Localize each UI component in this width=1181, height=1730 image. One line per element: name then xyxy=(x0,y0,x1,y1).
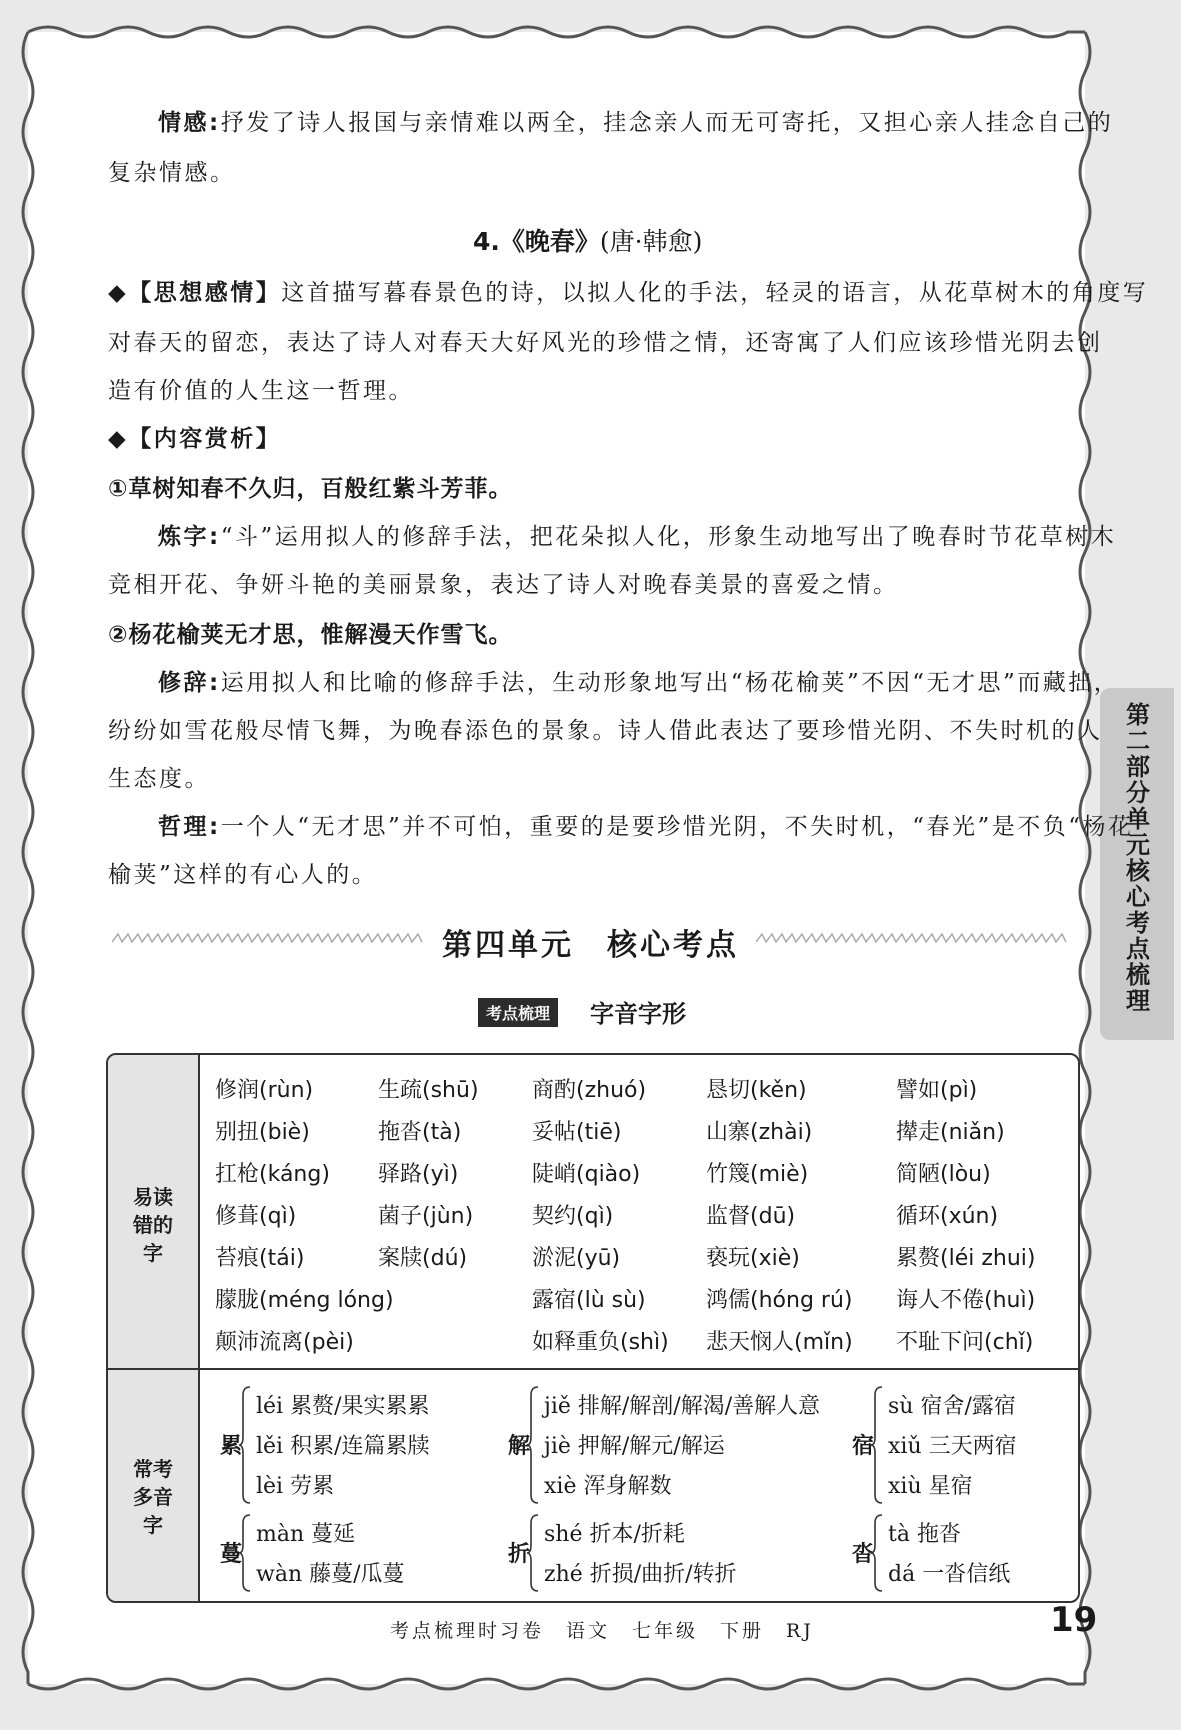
brace-icon xyxy=(526,1385,540,1505)
row-label-misread: 易读错的字 xyxy=(133,1185,173,1265)
thought-line-1: ◆【思想感情】这首描写暮春景色的诗，以拟人化的手法，轻灵的语言，从花草树木的角度写 xyxy=(108,280,1149,306)
polyphonic-reading: jiè 押解/解元/解运 xyxy=(544,1434,725,1459)
misread-entry: 如释重负(shì) xyxy=(532,1330,669,1355)
misread-entry: 菌子(jùn) xyxy=(378,1204,474,1229)
row-label-polyphonic: 常考多音字 xyxy=(133,1457,173,1537)
polyphonic-reading: shé 折本/折耗 xyxy=(544,1522,685,1547)
pronunciation-table xyxy=(106,1053,1080,1603)
misread-entry: 悲天悯人(mǐn) xyxy=(706,1330,853,1355)
polyphonic-reading: jiě 排解/解剖/解渴/善解人意 xyxy=(544,1394,821,1419)
side-tab xyxy=(1100,688,1174,1040)
word-line-2: 竞相开花、争妍斗艳的美丽景象，表达了诗人对晚春美景的喜爱之情。 xyxy=(108,572,899,598)
poem-number: 4. xyxy=(473,227,500,256)
footer-text: 考点梳理时习卷 语文 七年级 下册 RJ xyxy=(390,1620,814,1642)
polyphonic-char: 折 xyxy=(508,1542,531,1567)
misread-entry: 恳切(kěn) xyxy=(706,1078,807,1103)
misread-entry: 妥帖(tiē) xyxy=(532,1120,622,1145)
thought-label: 【思想感情】 xyxy=(128,280,282,306)
philosophy-line-2: 榆荚”这样的有心人的。 xyxy=(108,862,378,888)
misread-entry: 修润(rùn) xyxy=(215,1078,314,1103)
poem-author: (唐·韩愈) xyxy=(599,227,703,256)
content-heading: ◆【内容赏析】 xyxy=(108,426,282,452)
misread-entry: 颠沛流离(pèi) xyxy=(215,1330,354,1355)
polyphonic-reading: lèi 劳累 xyxy=(256,1474,335,1499)
misread-entry: 驿路(yì) xyxy=(378,1162,459,1187)
word-label: 炼字 xyxy=(158,524,209,550)
rhetoric-line-1: 修辞:运用拟人和比喻的修辞手法，生动形象地写出“杨花榆荚”不因“无才思”而藏拙， xyxy=(158,670,1120,696)
unit-title: 第四单元 核心考点 xyxy=(442,928,739,963)
misread-entry: 别扭(biè) xyxy=(215,1120,310,1145)
polyphonic-reading: màn 蔓延 xyxy=(256,1522,356,1547)
page-number: 19 xyxy=(1050,1600,1098,1640)
emotion-line-1: 情感:抒发了诗人报国与亲情难以两全，挂念亲人而无可寄托，又担心亲人挂念自己的 xyxy=(158,110,1114,136)
polyphonic-char: 蔓 xyxy=(220,1542,243,1567)
section-badge-wrap xyxy=(478,998,686,1028)
rhetoric-label: 修辞 xyxy=(158,670,209,696)
misread-entry: 案牍(dú) xyxy=(378,1246,468,1271)
misread-entry: 不耻下问(chǐ) xyxy=(896,1330,1034,1355)
misread-entry: 鸿儒(hóng rú) xyxy=(706,1288,853,1313)
misread-entry: 契约(qì) xyxy=(532,1204,614,1229)
polyphonic-reading: wàn 藤蔓/瓜蔓 xyxy=(256,1562,405,1587)
polyphonic-reading: tà 拖沓 xyxy=(888,1522,961,1547)
misread-entry: 商酌(zhuó) xyxy=(532,1078,647,1103)
misread-entry: 淤泥(yū) xyxy=(532,1246,621,1271)
polyphonic-reading: zhé 折损/曲折/转折 xyxy=(544,1562,737,1587)
emotion-label: 情感 xyxy=(158,110,209,136)
polyphonic-char: 解 xyxy=(508,1434,531,1459)
brace-icon xyxy=(870,1513,884,1593)
section-subtitle: 字音字形 xyxy=(590,1000,686,1028)
brace-icon xyxy=(238,1513,252,1593)
verse-2: ②杨花榆荚无才思，惟解漫天作雪飞。 xyxy=(108,622,513,648)
misread-entry: 朦胧(méng lóng) xyxy=(215,1288,394,1313)
polyphonic-char: 宿 xyxy=(852,1434,875,1459)
misread-entry: 陡峭(qiào) xyxy=(532,1162,641,1187)
misread-entry: 竹篾(miè) xyxy=(706,1162,809,1187)
word-line-1: 炼字:“斗”运用拟人的修辞手法，把花朵拟人化，形象生动地写出了晚春时节花草树木 xyxy=(158,524,1117,550)
title-deco-left xyxy=(112,932,424,944)
thought-line-3: 造有价值的人生这一哲理。 xyxy=(108,378,414,404)
misread-entry: 亵玩(xiè) xyxy=(706,1246,800,1271)
misread-entry: 累赘(léi zhui) xyxy=(896,1246,1036,1271)
misread-entry: 监督(dū) xyxy=(706,1204,796,1229)
polyphonic-reading: léi 累赘/果实累累 xyxy=(256,1394,430,1419)
misread-entry: 苔痕(tái) xyxy=(215,1246,305,1271)
misread-entry: 生疏(shū) xyxy=(378,1078,479,1103)
misread-entry: 简陋(lòu) xyxy=(896,1162,991,1187)
polyphonic-reading: xiè 浑身解数 xyxy=(544,1474,672,1499)
section-badge: 考点梳理 xyxy=(478,998,558,1027)
misread-entry: 露宿(lù sù) xyxy=(532,1288,646,1313)
misread-entry: 山寨(zhài) xyxy=(706,1120,813,1145)
misread-entry: 诲人不倦(huì) xyxy=(896,1288,1036,1313)
polyphonic-reading: xiù 星宿 xyxy=(888,1474,973,1499)
verse-1: ①草树知春不久归，百般红紫斗芳菲。 xyxy=(108,476,513,502)
table-divider xyxy=(108,1368,1078,1370)
polyphonic-char: 累 xyxy=(220,1434,243,1459)
misread-entry: 譬如(pì) xyxy=(896,1078,978,1103)
misread-entry: 修葺(qì) xyxy=(215,1204,297,1229)
brace-icon xyxy=(238,1385,252,1505)
brace-icon xyxy=(526,1513,540,1593)
title-deco-right xyxy=(756,932,1068,944)
misread-entry: 撵走(niǎn) xyxy=(896,1120,1005,1145)
thought-line-2: 对春天的留恋，表达了诗人对春天大好风光的珍惜之情，还寄寓了人们应该珍惜光阴去创 xyxy=(108,330,1103,356)
polyphonic-reading: lěi 积累/连篇累牍 xyxy=(256,1434,430,1459)
philosophy-line-1: 哲理:一个人“无才思”并不可怕，重要的是要珍惜光阴，不失时机，“春光”是不负“杨花 xyxy=(158,814,1134,840)
rhetoric-line-2: 纷纷如雪花般尽情飞舞，为晚春添色的景象。诗人借此表达了要珍惜光阴、不失时机的人 xyxy=(108,718,1103,744)
polyphonic-reading: xiǔ 三天两宿 xyxy=(888,1434,1017,1459)
polyphonic-char: 沓 xyxy=(852,1542,875,1567)
brace-icon xyxy=(870,1385,884,1505)
misread-entry: 循环(xún) xyxy=(896,1204,999,1229)
side-tab-label: 第二部分 单元核心考点梳理 xyxy=(1126,701,1150,1015)
misread-entry: 扛枪(káng) xyxy=(215,1162,330,1187)
polyphonic-reading: sù 宿舍/露宿 xyxy=(888,1394,1016,1419)
poem-heading xyxy=(473,222,702,258)
emotion-line-2: 复杂情感。 xyxy=(108,160,236,186)
rhetoric-line-3: 生态度。 xyxy=(108,766,210,792)
polyphonic-reading: dá 一沓信纸 xyxy=(888,1562,1011,1587)
misread-entry: 拖沓(tà) xyxy=(378,1120,462,1145)
philosophy-label: 哲理 xyxy=(158,814,209,840)
poem-title: 《晚春》 xyxy=(499,227,600,256)
